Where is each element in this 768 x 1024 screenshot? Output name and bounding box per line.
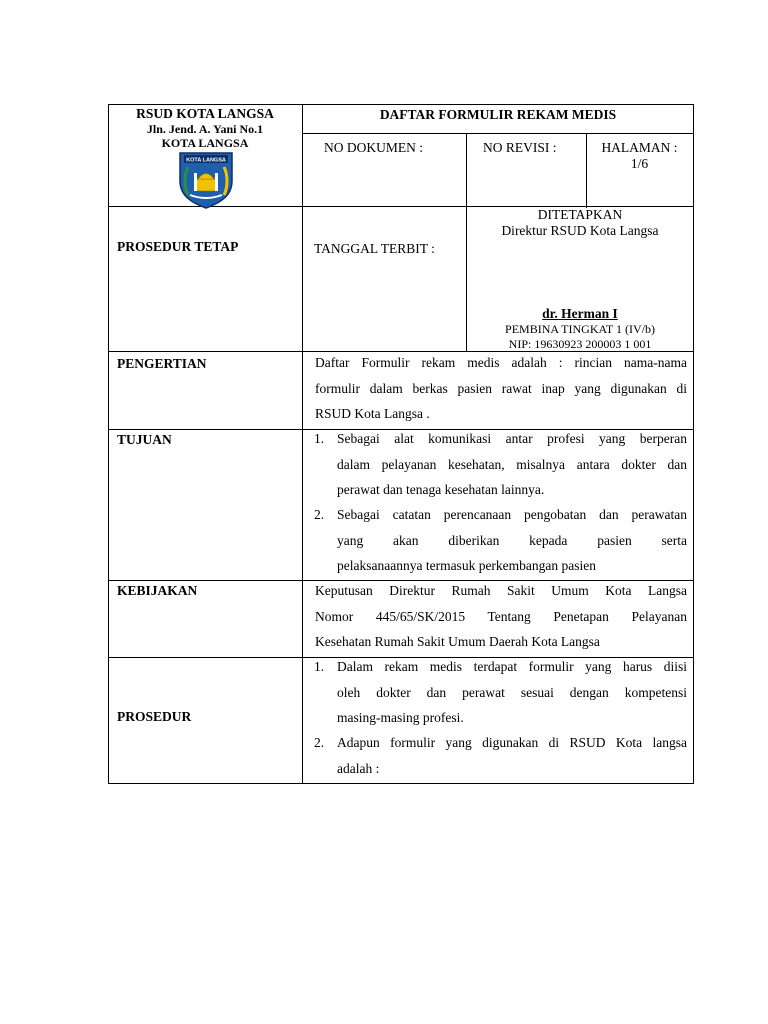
- prosedur-line: adalah :: [337, 760, 380, 776]
- prosedur-item-1: [337, 654, 687, 731]
- table-border-bottom: [108, 783, 694, 784]
- pengertian-line: formulir dalam berkas pasien rawat inap yang digunakan di: [315, 380, 687, 396]
- prosedur-line: masing-masing profesi.: [337, 710, 464, 725]
- kebijakan-label: KEBIJAKAN: [117, 583, 198, 598]
- prosedur-line: oleh dokter dan perawat sesuai dengan kompetensi: [337, 684, 687, 700]
- halaman-value: 1/6: [630, 156, 649, 171]
- hospital-address: Jln. Jend. A. Yani No.1: [146, 122, 264, 136]
- tanggal-terbit-label: TANGGAL TERBIT :: [314, 241, 435, 256]
- prosedur-item-number: 1.: [314, 659, 325, 674]
- pengertian-line: Daftar Formulir rekam medis adalah : rincian nama-nama: [315, 355, 687, 370]
- kebijakan-line: Nomor 445/65/SK/2015 Tentang Penetapan Pelayanan: [315, 608, 687, 624]
- prosedur-tetap-label: PROSEDUR TETAP: [117, 239, 239, 254]
- logo-banner-text: KOTA LANGSA: [186, 157, 226, 164]
- prosedur-item-number: 2.: [314, 735, 325, 750]
- kota-langsa-logo: [176, 151, 236, 209]
- tujuan-line: yang akan diberikan kepada pasien serta: [337, 532, 687, 548]
- halaman-label: HALAMAN :: [601, 140, 678, 155]
- tujuan-label: TUJUAN: [117, 432, 172, 447]
- tujuan-line: Sebagai catatan perencanaan pengobatan dan perawatan: [337, 507, 687, 522]
- header-col-divider-1: [466, 133, 467, 208]
- kebijakan-line: Keputusan Direktur Rumah Sakit Umum Kota Langsa: [315, 583, 687, 598]
- tujuan-line: perawat dan tenaga kesehatan lainnya.: [337, 482, 545, 497]
- prosedur-line: Adapun formulir yang digunakan di RSUD Kota langsa: [337, 735, 687, 750]
- prosedur-line: Dalam rekam medis terdapat formulir yang harus diisi: [337, 659, 687, 674]
- table-border-top: [108, 104, 694, 105]
- no-revisi-label: NO REVISI :: [483, 140, 557, 155]
- tujuan-line: Sebagai alat komunikasi antar profesi yang berperan: [337, 431, 687, 446]
- tujuan-item-2: [337, 502, 687, 579]
- sop-document-table: [108, 104, 694, 784]
- kebijakan-text: [315, 578, 687, 655]
- signer-nip: NIP: 19630923 200003 1 001: [508, 337, 652, 351]
- pengertian-text: [315, 350, 687, 427]
- header-title-divider: [302, 133, 694, 134]
- no-dokumen-label: NO DOKUMEN :: [324, 140, 423, 155]
- tujuan-line: pelaksanaannya termasuk perkembangan pasien: [337, 558, 597, 573]
- kebijakan-line: Kesehatan Rumah Sakit Umum Daerah Kota Langsa: [315, 634, 600, 649]
- pengertian-line: RSUD Kota Langsa .: [315, 406, 430, 421]
- jabatan-direktur: Direktur RSUD Kota Langsa: [501, 223, 659, 238]
- tujuan-item-number: 1.: [314, 431, 325, 446]
- signer-pangkat: PEMBINA TINGKAT 1 (IV/b): [505, 322, 655, 336]
- hospital-city: KOTA LANGSA: [161, 136, 249, 150]
- pengertian-label: PENGERTIAN: [117, 356, 207, 371]
- prosedur-label: PROSEDUR: [117, 709, 192, 724]
- tujuan-item-number: 2.: [314, 507, 325, 522]
- hospital-name: RSUD KOTA LANGSA: [136, 106, 274, 121]
- prosedur-item-2: [337, 730, 687, 781]
- document-title: DAFTAR FORMULIR REKAM MEDIS: [379, 107, 617, 122]
- tujuan-line: dalam pelayanan kesehatan, misalnya antara dokter dan: [337, 456, 687, 472]
- ditetapkan-label: DITETAPKAN: [537, 207, 623, 222]
- tujuan-item-1: [337, 426, 687, 503]
- signer-name: dr. Herman I: [542, 306, 618, 321]
